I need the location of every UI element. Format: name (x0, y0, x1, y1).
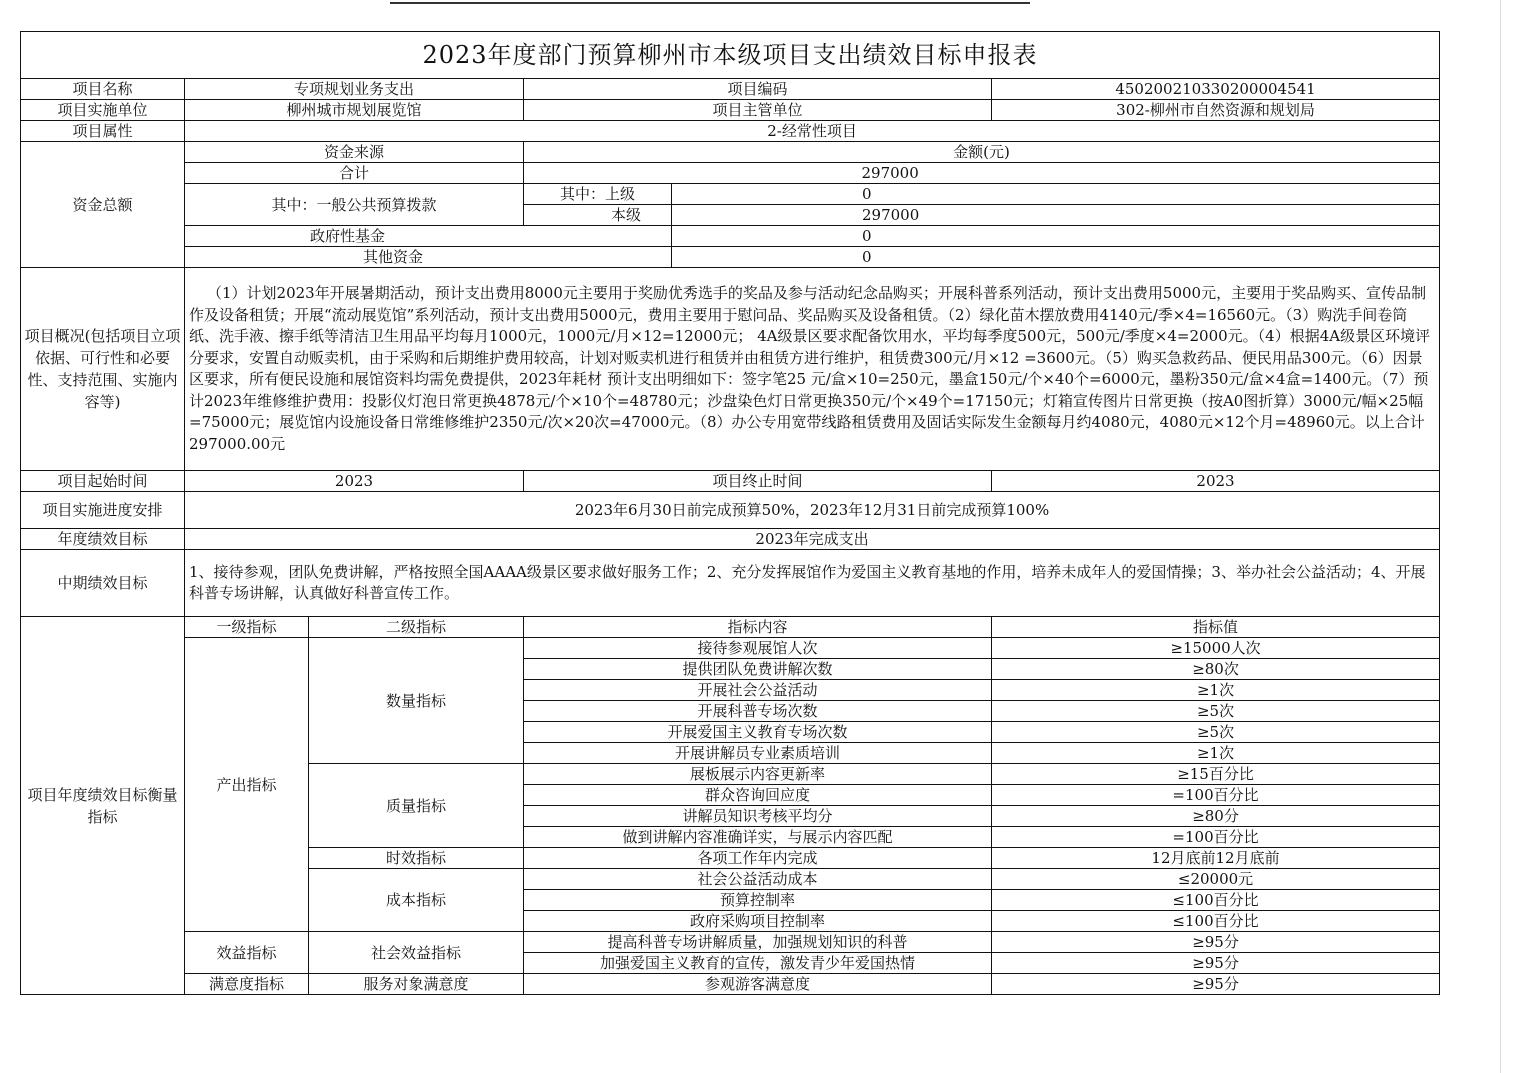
indicator-content: 提高科普专场讲解质量，加强规划知识的科普 (524, 932, 992, 953)
funds-total-label: 合计 (185, 163, 524, 184)
level2-timeliness: 时效指标 (309, 848, 524, 869)
indicator-value: ≥15百分比 (992, 764, 1440, 785)
funds-local-label: 本级 (524, 205, 672, 226)
indicator-value: ≥1次 (992, 680, 1440, 701)
indicator-content: 开展社会公益活动 (524, 680, 992, 701)
progress-text: 2023年6月30日前完成预算50%，2023年12月31日前完成预算100% (185, 492, 1440, 529)
end-time: 2023 (992, 471, 1440, 492)
level1-satisfaction: 满意度指标 (185, 974, 309, 995)
funds-source-header: 资金来源 (185, 142, 524, 163)
funds-label: 资金总额 (21, 142, 185, 268)
funds-total: 297000 (672, 163, 1440, 184)
indicator-value: ≥1次 (992, 743, 1440, 764)
indicator-value: =100百分比 (992, 827, 1440, 848)
indicator-value: ≥5次 (992, 722, 1440, 743)
project-attr-label: 项目属性 (21, 121, 185, 142)
project-attr: 2-经常性项目 (185, 121, 1440, 142)
indicator-content: 开展科普专场次数 (524, 701, 992, 722)
indicator-value: ≤20000元 (992, 869, 1440, 890)
level2-social: 社会效益指标 (309, 932, 524, 974)
header-value: 指标值 (992, 617, 1440, 638)
form-table (20, 31, 1440, 995)
indicator-content: 接待参观展馆人次 (524, 638, 992, 659)
start-time: 2023 (185, 471, 524, 492)
project-dept-label: 项目主管单位 (524, 100, 992, 121)
indicator-content: 展板展示内容更新率 (524, 764, 992, 785)
indicator-content: 预算控制率 (524, 890, 992, 911)
funds-general-label: 其中：一般公共预算拨款 (185, 184, 524, 226)
project-unit-label: 项目实施单位 (21, 100, 185, 121)
funds-gov-label: 政府性基金 (185, 226, 672, 247)
project-code: 450200210330200004541 (992, 79, 1440, 100)
funds-upper-label: 其中：上级 (524, 184, 672, 205)
annual-goal: 2023年完成支出 (185, 529, 1440, 550)
funds-upper: 0 (672, 184, 1440, 205)
indicator-value: ≥95分 (992, 974, 1440, 995)
indicator-content: 做到讲解内容准确详实，与展示内容匹配 (524, 827, 992, 848)
indicator-content: 加强爱国主义教育的宣传，激发青少年爱国热情 (524, 953, 992, 974)
level2-cost: 成本指标 (309, 869, 524, 932)
indicator-value: ≥95分 (992, 932, 1440, 953)
indicator-content: 开展讲解员专业素质培训 (524, 743, 992, 764)
level2-quality: 质量指标 (309, 764, 524, 848)
start-time-label: 项目起始时间 (21, 471, 185, 492)
funds-amount-header: 金额(元) (524, 142, 1440, 163)
project-name-label: 项目名称 (21, 79, 185, 100)
annual-goal-label: 年度绩效目标 (21, 529, 185, 550)
overview-text: （1）计划2023年开展暑期活动，预计支出费用8000元主要用于奖励优秀选手的奖品及参与活动纪念品购买；开展科普系列活动，预计支出费用5000元，主要用于奖品购买、宣传品制作及设备租赁；开展“流动展览馆”系列活动，预计支出费用5000元，费用主要用于慰问品、奖品购买及设备租赁。（2）绿化苗木摆放费用4140元/季×4=16560元。（3）购洗手间卷筒纸、洗手液、擦手纸等清洁卫生用品平均每月1000元，1000元/月×12=12000元； 4A级景区要求配备饮用水，平均每季度500元，500元/季度×4=2000元。（4）根据4A级景区环境评分要求，安置自动贩卖机，由于采购和后期维护费用较高，计划对贩卖机进行租赁并由租赁方进行维护，租赁费300元/月×12 =3600元。（5）购买急救药品、便民用品300元。（6）因景区要求，所有便民设施和展馆资料均需免费提供，2023年耗材 预计支出明细如下：签字笔25 元/盒×10=250元，墨盒150元/个×40个=6000元，墨粉350元/盒×4盒=1400元。（7）预计2023年维修维护费用：投影仪灯泡日常更换4878元/个×10个=48780元；沙盘染色灯日常更换350元/个×49个=17150元；灯箱宣传图片日常更换（按A0图折算）3000元/幅×25幅=75000元；展览馆内设施设备日常维修维护2350元/次×20次=47000元。（8）办公专用宽带线路租赁费用及固话实际发生金额每月约4080元，4080元×12个月=48960元。以上合计297000.00元 (185, 268, 1440, 471)
indicator-value: ≤100百分比 (992, 911, 1440, 932)
end-time-label: 项目终止时间 (524, 471, 992, 492)
indicator-value: ≥95分 (992, 953, 1440, 974)
mid-goal: 1、接待参观，团队免费讲解，严格按照全国AAAA级景区要求做好服务工作；2、充分发挥展馆作为爱国主义教育基地的作用，培养未成年人的爱国情操；3、举办社会公益活动；4、开展科普专场讲解，认真做好科普宣传工作。 (185, 550, 1440, 617)
indicator-value: 12月底前12月底前 (992, 848, 1440, 869)
indicator-value: ≥5次 (992, 701, 1440, 722)
indicator-value: ≥80分 (992, 806, 1440, 827)
project-unit: 柳州城市规划展览馆 (185, 100, 524, 121)
page-title: 2023年度部门预算柳州市本级项目支出绩效目标申报表 (21, 32, 1440, 79)
indicator-content: 讲解员知识考核平均分 (524, 806, 992, 827)
indicator-value: ≥80次 (992, 659, 1440, 680)
overview-label: 项目概况(包括项目立项依据、可行性和必要性、支持范围、实施内容等) (21, 268, 185, 471)
level2-quantity: 数量指标 (309, 638, 524, 764)
indicator-value: ≥15000人次 (992, 638, 1440, 659)
funds-local: 297000 (672, 205, 1440, 226)
project-dept: 302-柳州市自然资源和规划局 (992, 100, 1440, 121)
project-code-label: 项目编码 (524, 79, 992, 100)
performance-form (20, 31, 1439, 995)
scan-artifact-edge (1500, 0, 1501, 1073)
header-level2: 二级指标 (309, 617, 524, 638)
funds-gov: 0 (672, 226, 1440, 247)
funds-other: 0 (672, 247, 1440, 268)
level1-output: 产出指标 (185, 638, 309, 932)
indicator-content: 社会公益活动成本 (524, 869, 992, 890)
indicators-label: 项目年度绩效目标衡量指标 (21, 617, 185, 995)
mid-goal-label: 中期绩效目标 (21, 550, 185, 617)
scan-artifact-top (390, 2, 1030, 4)
indicator-value: ≤100百分比 (992, 890, 1440, 911)
funds-other-label: 其他资金 (185, 247, 672, 268)
indicator-content: 提供团队免费讲解次数 (524, 659, 992, 680)
indicator-content: 各项工作年内完成 (524, 848, 992, 869)
indicator-content: 参观游客满意度 (524, 974, 992, 995)
indicator-content: 开展爱国主义教育专场次数 (524, 722, 992, 743)
level1-benefit: 效益指标 (185, 932, 309, 974)
indicator-value: =100百分比 (992, 785, 1440, 806)
level2-service: 服务对象满意度 (309, 974, 524, 995)
indicator-content: 政府采购项目控制率 (524, 911, 992, 932)
indicator-content: 群众咨询回应度 (524, 785, 992, 806)
project-name: 专项规划业务支出 (185, 79, 524, 100)
header-content: 指标内容 (524, 617, 992, 638)
header-level1: 一级指标 (185, 617, 309, 638)
progress-label: 项目实施进度安排 (21, 492, 185, 529)
